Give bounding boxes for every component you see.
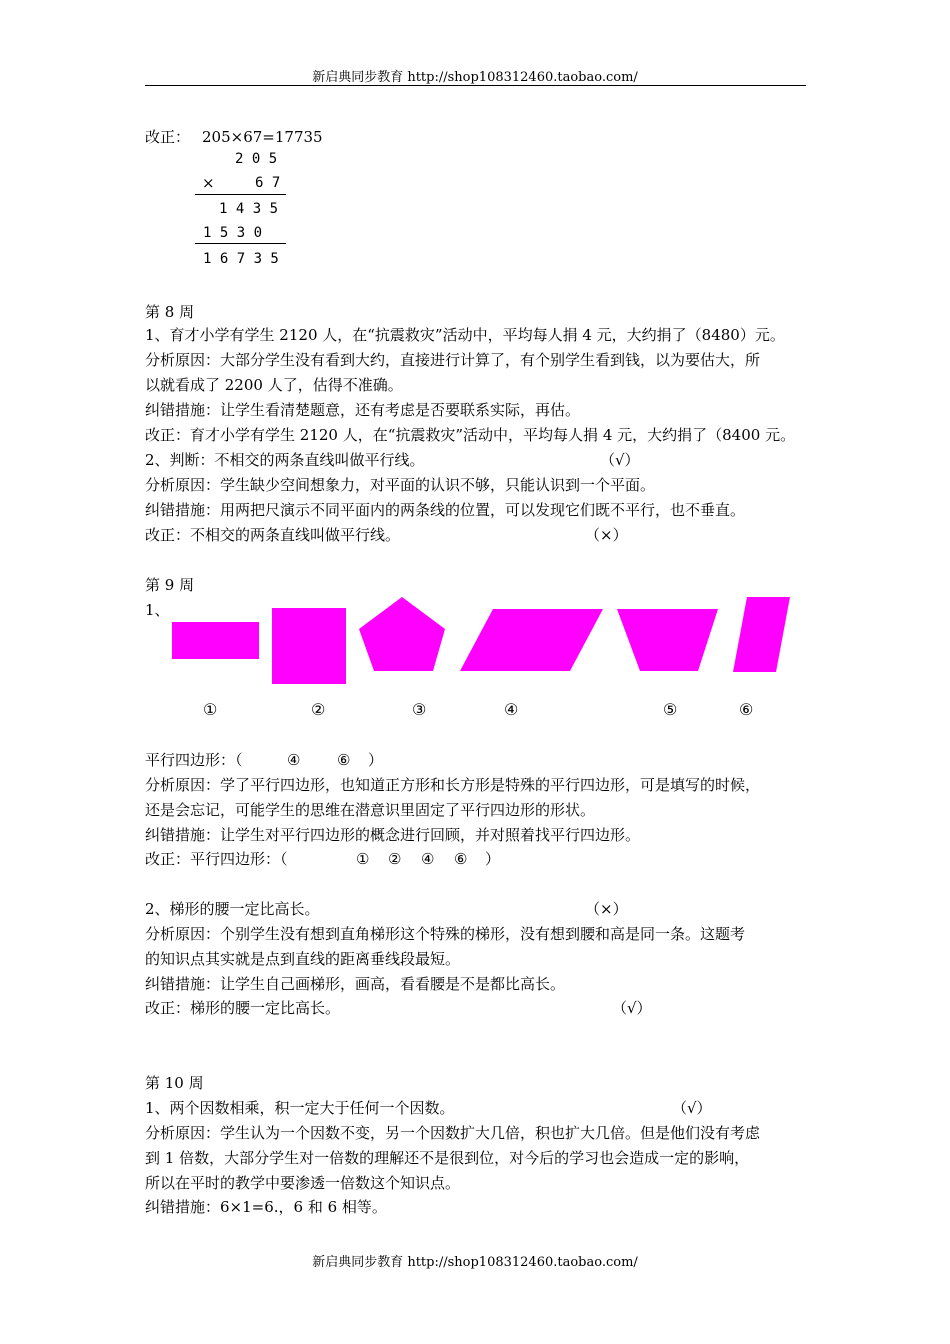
- shape-label-2: ②: [311, 700, 326, 719]
- correction-label: 改正：: [145, 128, 191, 146]
- week8-q2-correct-mark: （×）: [585, 526, 628, 544]
- shape-1-rectangle: [172, 622, 259, 659]
- week10-q1-mark: （√）: [672, 1099, 712, 1117]
- week10-q1-analysis-1: 分析原因：学生认为一个因数不变，另一个因数扩大几倍，积也扩大几倍。但是他们没有考虑: [145, 1124, 761, 1142]
- week8-q2: 2、判断：不相交的两条直线叫做平行线。: [145, 451, 425, 469]
- week9-q2-correct-mark: （√）: [612, 999, 652, 1017]
- shape-label-5: ⑤: [663, 700, 678, 719]
- shape-6-parallelogram: [733, 597, 790, 672]
- week9-q1-answer-a: ④: [287, 751, 301, 769]
- week10-q1-fix: 纠错措施：6×1=6.，6 和 6 相等。: [145, 1198, 387, 1216]
- shape-label-1: ①: [203, 700, 218, 719]
- week9-q2-analysis-2: 的知识点其实就是点到直线的距离垂线段最短。: [145, 950, 461, 968]
- week9-q2-fix: 纠错措施：让学生自己画梯形，画高，看看腰是不是都比高长。: [145, 975, 566, 993]
- week9-correct-answer-1: ①: [356, 850, 370, 868]
- shape-2-square: [272, 608, 346, 684]
- week8-q1: 1、育才小学有学生 2120 人，在“抗震救灾”活动中，平均每人捐 4 元，大约捐了（8480）元。: [145, 326, 785, 344]
- week8-q1-fix: 纠错措施：让学生看清楚题意，还有考虑是否要联系实际，再估。: [145, 401, 581, 419]
- week9-q1-label: 1、: [145, 601, 170, 619]
- week9-q2-correct: 改正：梯形的腰一定比高长。: [145, 999, 341, 1017]
- shape-5-trapezoid: [617, 609, 718, 671]
- week10-title: 第 10 周: [145, 1074, 204, 1092]
- calc-row-3: 1 4 3 5: [219, 201, 279, 217]
- week8-title: 第 8 周: [145, 303, 195, 321]
- calc-row-4: 1 5 3 0: [203, 225, 263, 241]
- week8-q2-correct: 改正：不相交的两条直线叫做平行线。: [145, 526, 401, 544]
- shape-label-6: ⑥: [739, 700, 754, 719]
- week8-q2-analysis: 分析原因：学生缺少空间想象力，对平面的认识不够，只能认识到一个平面。: [145, 476, 656, 494]
- week8-q2-fix: 纠错措施：用两把尺演示不同平面内的两条线的位置，可以发现它们既不平行，也不垂直。: [145, 501, 746, 519]
- shape-label-3: ③: [412, 700, 427, 719]
- week8-q2-mark: （√）: [600, 451, 640, 469]
- calc-row-2: 6 7: [255, 175, 281, 191]
- page-header: 新启典同步教育 http://shop108312460.taobao.com/: [312, 70, 638, 85]
- shape-3-pentagon: [359, 597, 445, 671]
- week9-correct-close: ）: [485, 850, 501, 868]
- week9-q1-analysis-2: 还是会忘记，可能学生的思维在潜意识里固定了平行四边形的形状。: [145, 801, 596, 819]
- week10-q1-analysis-2: 到 1 倍数，大部分学生对一倍数的理解还不是很到位，对今后的学习也会造成一定的影响，: [145, 1149, 750, 1167]
- shape-4-parallelogram: [460, 609, 603, 671]
- week9-q1-fix: 纠错措施：让学生对平行四边形的概念进行回顾，并对照着找平行四边形。: [145, 826, 641, 844]
- week9-correct-answer-2: ②: [388, 850, 402, 868]
- week8-q1-analysis-1: 分析原因：大部分学生没有看到大约，直接进行计算了，有个别学生看到钱，以为要估大，所: [145, 351, 761, 369]
- week9-q1-answer-b: ⑥: [337, 751, 351, 769]
- week9-q1-correct-prompt: 改正：平行四边形：（: [145, 850, 288, 868]
- week9-q2-analysis-1: 分析原因：个别学生没有想到直角梯形这个特殊的梯形，没有想到腰和高是同一条。这题考: [145, 925, 746, 943]
- shape-label-4: ④: [504, 700, 519, 719]
- week10-q1-analysis-3: 所以在平时的教学中要渗透一倍数这个知识点。: [145, 1174, 461, 1192]
- correction-equation: 205×67=17735: [202, 128, 323, 146]
- page-footer: 新启典同步教育 http://shop108312460.taobao.com/: [312, 1255, 638, 1270]
- week8-q1-correct: 改正：育才小学有学生 2120 人，在“抗震救灾”活动中，平均每人捐 4 元，大约捐了（8400 元。: [145, 426, 796, 444]
- multiply-sign: ×: [202, 174, 215, 192]
- week10-q1: 1、两个因数相乘，积一定大于任何一个因数。: [145, 1099, 455, 1117]
- week9-correct-answer-4: ⑥: [454, 850, 468, 868]
- week9-q1-close: ）: [368, 751, 384, 769]
- week9-title: 第 9 周: [145, 576, 195, 594]
- week9-correct-answer-3: ④: [421, 850, 435, 868]
- week8-q1-analysis-2: 以就看成了 2200 人了，估得不准确。: [145, 376, 403, 394]
- calc-row-5: 1 6 7 3 5: [203, 251, 279, 267]
- week9-q2: 2、梯形的腰一定比高长。: [145, 900, 320, 918]
- week9-q1-prompt: 平行四边形：（: [145, 751, 243, 769]
- calc-row-1: 2 0 5: [235, 151, 278, 167]
- week9-q2-mark: （×）: [585, 900, 628, 918]
- week9-q1-analysis-1: 分析原因：学了平行四边形，也知道正方形和长方形是特殊的平行四边形，可是填写的时候，: [145, 776, 761, 794]
